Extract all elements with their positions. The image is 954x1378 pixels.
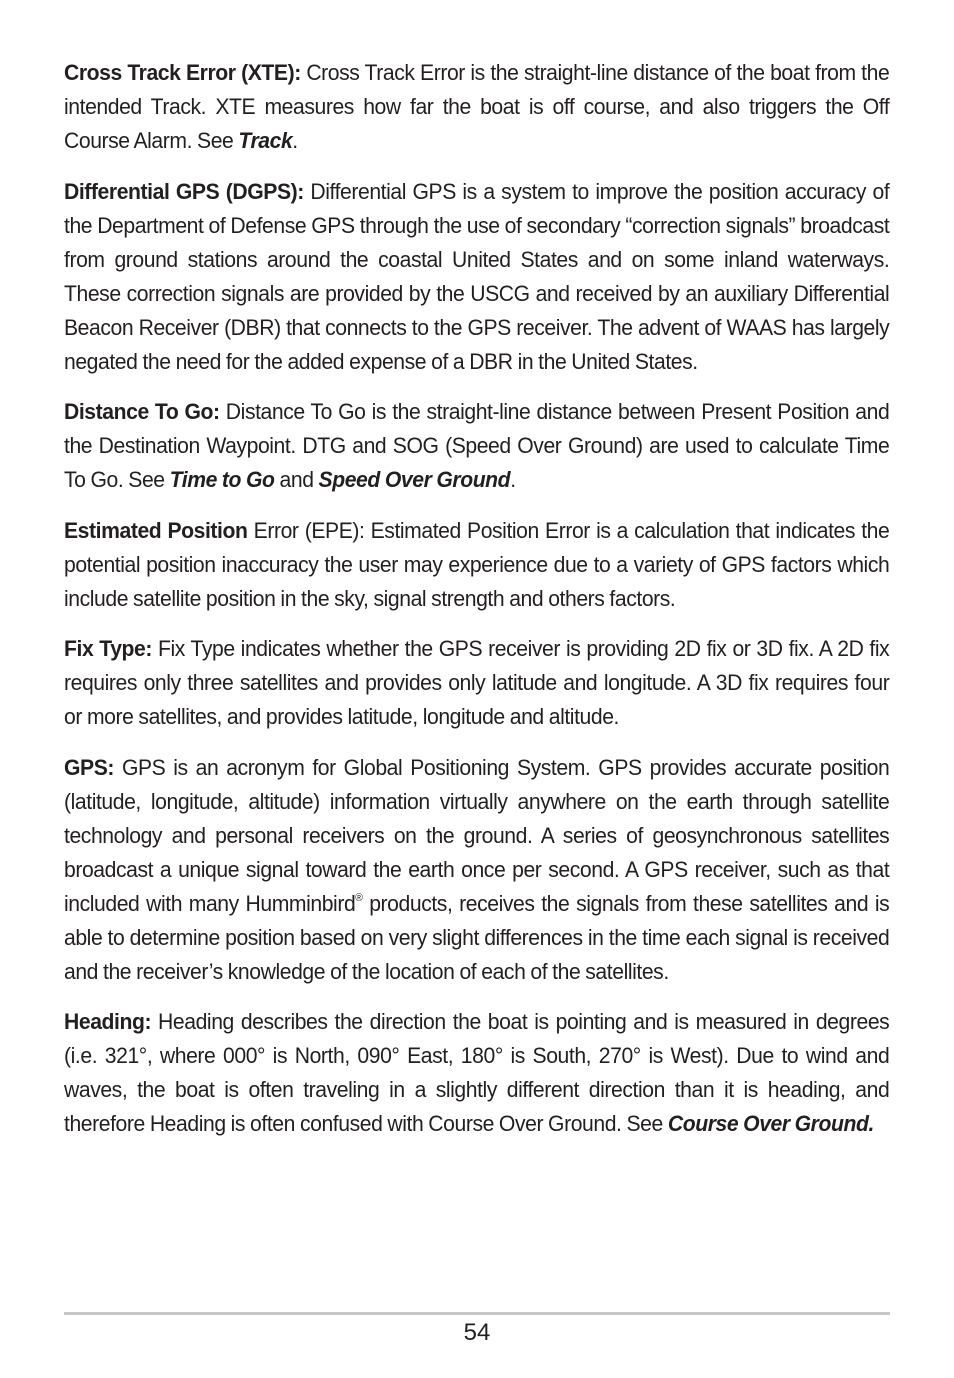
entry-heading: [64, 1005, 889, 1141]
entry-estimated-position-error: [64, 514, 889, 616]
cross-reference-track: Track: [238, 128, 293, 153]
entry-gps: [64, 751, 889, 989]
entry-body: Distance To Go is the straight-line distance between Present Position and the Destination Waypoint. DTG and SOG (Speed Over Ground) are used to calculate Time To Go. See: [64, 399, 890, 492]
entry-body: Error (EPE): Estimated Position Error is a calculation that indicates the potential position inaccuracy the user may experience due to a variety of GPS factors which include satellite position in the sky, signal strength and others factors.: [64, 517, 890, 611]
registered-mark: ®: [355, 891, 363, 904]
entry-term: Estimated Position: [64, 517, 248, 543]
entry-cross-track-error: [64, 56, 889, 158]
entry-body-middle: and: [274, 467, 319, 492]
entry-differential-gps: [64, 175, 889, 379]
footer-divider: [64, 1312, 890, 1315]
cross-reference-course-over-ground: Course Over Ground.: [667, 1111, 874, 1136]
entry-term: Fix Type:: [64, 636, 153, 661]
glossary-content: [64, 56, 890, 1158]
cross-reference-time-to-go: Time to Go: [169, 467, 275, 492]
entry-body: Differential GPS is a system to improve the position accuracy of the Department of Defense GPS through the use of secondary “correction signals” broadcast from ground stations around the coastal United States and on some inland waterways. These correction signals are provided by the USCG and received by an auxiliary Differential Beacon Receiver (DBR) that connects to the GPS receiver. The advent of WAAS has largely negated the need for the added expense of a DBR in the United States.: [64, 178, 890, 374]
entry-distance-to-go: [64, 395, 889, 497]
entry-body-end: .: [292, 128, 298, 153]
entry-body: Cross Track Error is the straight-line distance of the boat from the intended Track. XTE measures how far the boat is off course, and also triggers the Off Course Alarm. See: [64, 60, 890, 153]
entry-body: GPS is an acronym for Global Positioning System. GPS provides accurate position (latitude, longitude, altitude) information virtually anywhere on the earth through satellite technology and personal receivers on the ground. A series of geosynchronous satellites broadcast a unique signal toward the earth once per second. A GPS receiver, such as that included with many Humminbird: [64, 754, 890, 916]
entry-body: Heading describes the direction the boat is pointing and is measured in degrees (i.e. 321°, where 000° is North, 090° East, 180° is South, 270° is West). Due to wind and waves, the boat is often traveling in a slightly different direction than it is heading, and therefore Heading is often confused with Course Over Ground. See: [64, 1009, 890, 1136]
entry-body: Fix Type indicates whether the GPS receiver is providing 2D fix or 3D fix. A 2D fix requires only three satellites and provides only latitude and longitude. A 3D fix requires four or more satellites, and provides latitude, longitude and altitude.: [64, 636, 890, 729]
entry-term: Cross Track Error (XTE):: [64, 60, 301, 85]
entry-body-end: products, receives the signals from these satellites and is able to determine position based on very slight differences in the time each signal is received and the receiver’s knowledge of the location of each of the satellites.: [64, 890, 890, 984]
entry-term: GPS:: [64, 754, 115, 780]
cross-reference-speed-over-ground: Speed Over Ground: [318, 467, 511, 492]
entry-body-end: .: [510, 467, 516, 492]
entry-fix-type: [64, 632, 889, 734]
entry-term: Heading:: [64, 1009, 152, 1034]
entry-term: Distance To Go:: [64, 399, 220, 424]
page-number: 54: [463, 1319, 491, 1346]
entry-term: Differential GPS (DGPS):: [64, 178, 304, 204]
